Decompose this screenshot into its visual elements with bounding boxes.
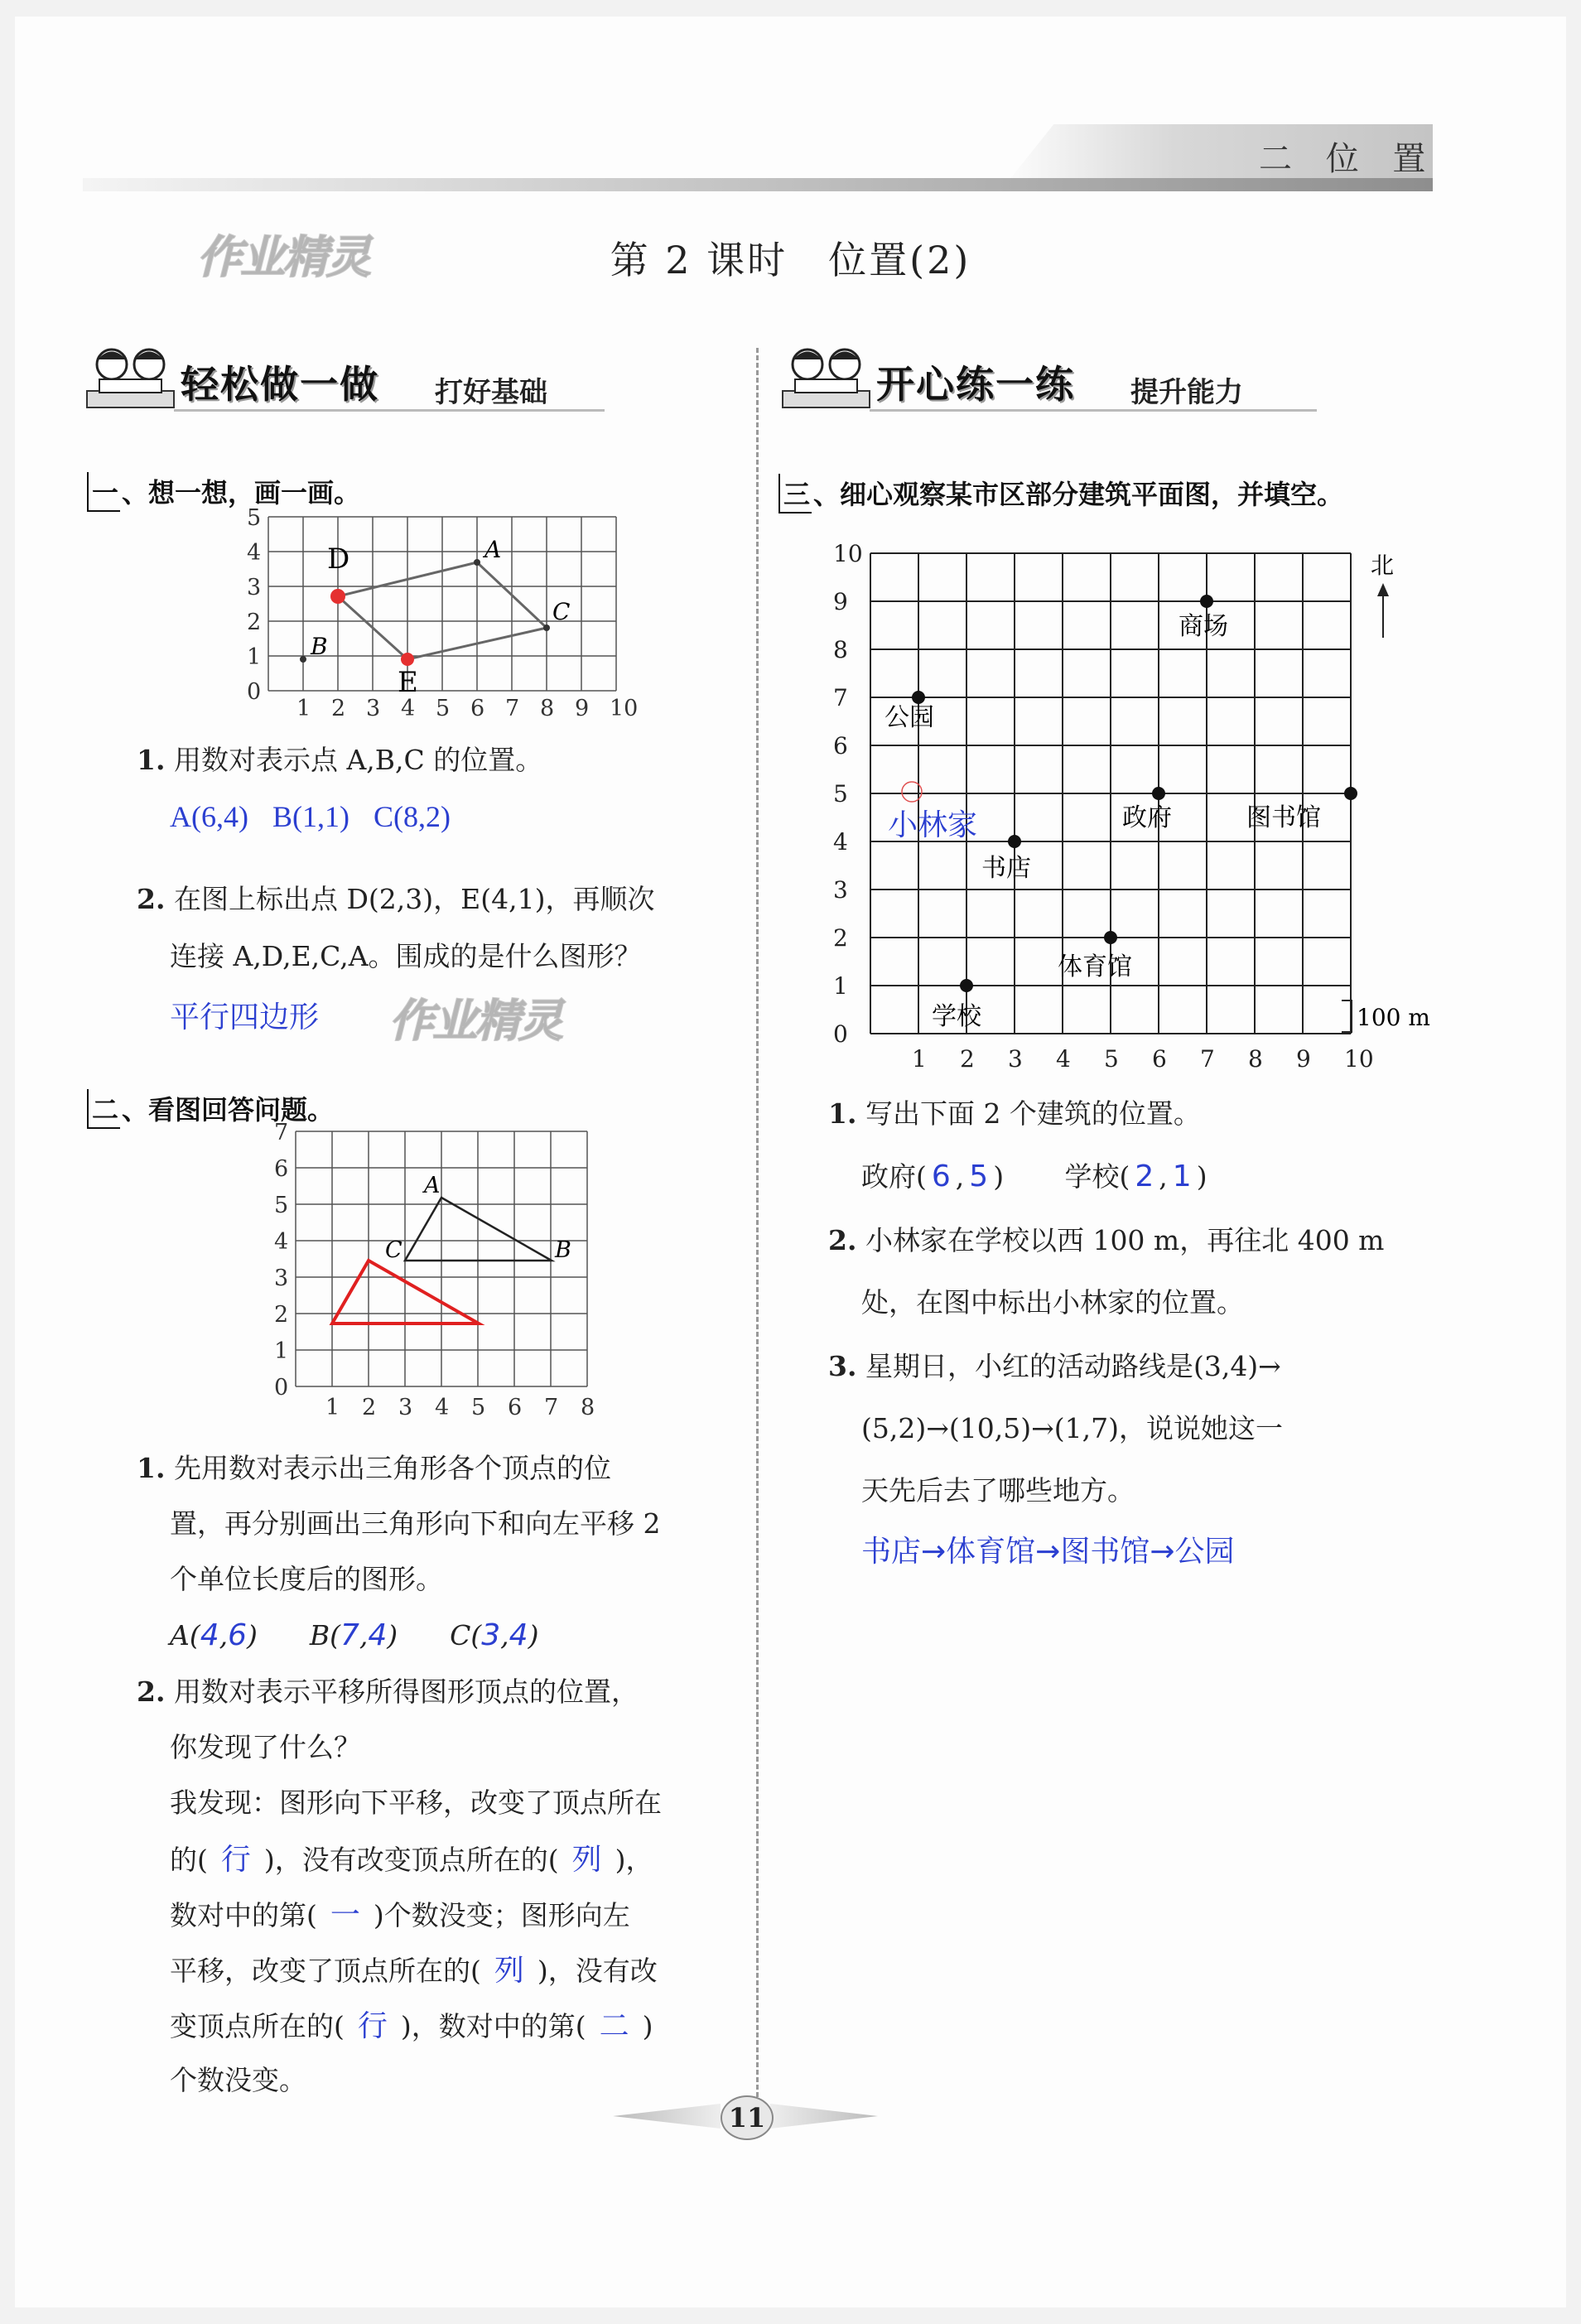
q3-ytick: 2: [833, 924, 848, 952]
q1-point-b: [300, 656, 306, 663]
q3-sub1-text: 写出下面 2 个建筑的位置。: [865, 1097, 1201, 1130]
q1-xtick: 1: [296, 696, 311, 721]
q1-xtick: 9: [575, 696, 590, 721]
q3-xtick: 7: [1200, 1045, 1215, 1073]
find-3a: 数对中的第(: [170, 1899, 317, 1931]
q2-find-3: [170, 1895, 630, 1936]
footer-wing-right: [770, 2104, 878, 2129]
home-label: 小林家: [888, 808, 978, 842]
chapter-label: 二 位 置: [1259, 140, 1438, 178]
q2-xtick: 7: [544, 1395, 559, 1420]
q2-sub1-line3: 个单位长度后的图形。: [170, 1563, 443, 1595]
q3-heading-text: 、细心观察某市区部分建筑平面图，并填空。: [813, 479, 1344, 510]
q2-sub1-num: 1.: [137, 1452, 166, 1484]
q1-xtick: 3: [366, 696, 381, 721]
coord-comma: ,: [359, 1619, 369, 1651]
fill-1: 行: [220, 1843, 251, 1877]
q2-sub2-line1: 用数对表示平移所得图形顶点的位置，: [173, 1675, 639, 1708]
q3-xtick: 6: [1152, 1045, 1167, 1073]
library-point: [1344, 787, 1357, 800]
q3-sub3-line3: 天先后去了哪些地方。: [861, 1474, 1135, 1507]
kids-reading-icon: [83, 340, 178, 419]
fill-3: 一: [330, 1898, 360, 1932]
coord-comma: ,: [219, 1619, 229, 1651]
q3-ytick: 6: [833, 732, 848, 759]
coord-close: ): [247, 1619, 258, 1651]
q2-find-4: [170, 1950, 658, 1992]
column-divider: [756, 348, 759, 2112]
q2-sub1: [137, 1449, 611, 1487]
q3-sub3-num: 3.: [828, 1350, 857, 1382]
q1-sub2-line2: 连接 A,D,E,C,A。围成的是什么图形？: [170, 940, 642, 972]
school-pos-label: 学校(: [1064, 1160, 1130, 1193]
q2-sub1-line1: 先用数对表示出三角形各个顶点的位: [173, 1452, 611, 1484]
page-title: 第 2 课时 位置(2): [610, 238, 971, 282]
q3-xtick: 1: [912, 1045, 927, 1073]
right-banner: [778, 340, 1325, 419]
watermark: 作业精灵: [197, 231, 369, 283]
q1-label-a: A: [484, 536, 502, 563]
q1-sub1-num: 1.: [137, 744, 166, 776]
find-5c: ): [642, 2010, 653, 2042]
q1-xtick: 10: [610, 696, 639, 721]
coord-c-label: C(: [450, 1619, 482, 1651]
coord-b2: 4: [368, 1618, 388, 1652]
q2-ticks: [274, 1120, 595, 1420]
header-rule: [83, 178, 1433, 191]
q2-ytick: 7: [274, 1120, 289, 1145]
banner-subtitle: 打好基础: [435, 376, 547, 409]
q3-sub3-line2: (5,2)→(10,5)→(1,7)，说说她这一: [861, 1412, 1283, 1444]
q2-xtick: 1: [325, 1395, 340, 1420]
q3-sub3: [828, 1348, 1281, 1386]
q1-sub1: [137, 741, 542, 779]
pos-comma: ,: [1159, 1160, 1168, 1193]
q2-sub2-num: 2.: [137, 1675, 166, 1708]
q3-ytick: 0: [833, 1020, 848, 1048]
q1-ytick: 0: [247, 679, 262, 705]
page-number: 11: [721, 2095, 774, 2140]
gov-label: 政府: [1122, 803, 1172, 832]
find-4b: )，没有改: [537, 1955, 658, 1987]
q2-xtick: 3: [398, 1395, 413, 1420]
q3-ytick: 4: [833, 828, 848, 856]
left-banner: [83, 340, 613, 419]
coord-a2: 6: [228, 1618, 248, 1652]
q2-find-1: 我发现：图形向下平移，改变了顶点所在: [170, 1786, 662, 1819]
bookstore-label: 书店: [981, 854, 1031, 883]
q1-heading: [87, 472, 360, 512]
school-pos-x: 2: [1135, 1160, 1154, 1193]
north-arrow-head-icon: [1377, 583, 1389, 596]
q3-number: 三: [778, 474, 812, 513]
q2-find-2: [170, 1839, 653, 1881]
q3-sub1-num: 1.: [828, 1097, 857, 1130]
q3-ytick: 8: [833, 636, 848, 663]
gov-pos-x: 6: [931, 1160, 951, 1193]
q1-point-a: [474, 559, 480, 566]
q2-xtick: 6: [508, 1395, 523, 1420]
q3-ytick: 5: [833, 780, 848, 808]
school-pos-y: 1: [1172, 1160, 1192, 1193]
pos-close: ): [1196, 1160, 1207, 1193]
q1-xtick: 8: [540, 696, 555, 721]
banner-title: 轻松做一做: [181, 362, 379, 407]
q1-sub2-num: 2.: [137, 883, 166, 915]
q2-heading: [87, 1089, 334, 1129]
coord-comma: ,: [500, 1619, 509, 1651]
banner-subtitle: 提升能力: [1130, 376, 1243, 409]
q3-xtick: 5: [1104, 1045, 1119, 1073]
fill-5: 行: [357, 2009, 388, 2043]
q3-ytick: 10: [833, 540, 863, 567]
gov-pos-label: 政府(: [861, 1160, 927, 1193]
footer-wing-left: [613, 2104, 721, 2129]
banner-title: 开心练一练: [876, 362, 1075, 407]
q1-label-b: B: [311, 633, 328, 660]
q1-sub2: [137, 880, 654, 919]
q1-ytick: 1: [247, 644, 262, 670]
coord-b-label: B(: [309, 1619, 340, 1651]
gym-label: 体育馆: [1058, 952, 1132, 981]
q1-xtick: 2: [331, 696, 346, 721]
gym-point: [1104, 931, 1117, 944]
q2-ytick: 6: [274, 1156, 289, 1182]
q2-sub1-line2: 置，再分别画出三角形向下和向左平移 2: [170, 1507, 661, 1540]
q3-xtick: 2: [960, 1045, 975, 1073]
q3-sub3-line1: 星期日，小红的活动路线是(3,4)→: [865, 1350, 1281, 1382]
q2-sub2-line2: 你发现了什么？: [170, 1731, 361, 1763]
q2-label-a: A: [424, 1173, 441, 1198]
q3-sub2-line2: 处，在图中标出小林家的位置。: [861, 1286, 1244, 1319]
q3-map-chart: [812, 530, 1449, 1077]
q1-number: 一: [87, 472, 120, 512]
gov-pos-y: 5: [969, 1160, 989, 1193]
find-2b: )，没有改变顶点所在的(: [263, 1844, 559, 1876]
q1-xtick: 7: [505, 696, 520, 721]
coord-a1: 4: [200, 1618, 219, 1652]
page-footer: [613, 2095, 878, 2137]
q2-ytick: 5: [274, 1193, 289, 1218]
q3-xtick: 10: [1344, 1045, 1374, 1073]
q2-grid-chart: [273, 1120, 605, 1433]
q1-xtick: 5: [436, 696, 451, 721]
q2-find-5: [170, 2006, 653, 2047]
q3-xtick: 9: [1296, 1045, 1311, 1073]
park-point: [912, 691, 925, 704]
coord-a-label: A(: [170, 1619, 200, 1651]
gov-point: [1152, 787, 1165, 800]
q2-label-b: B: [555, 1237, 571, 1263]
coord-c2: 4: [509, 1618, 528, 1652]
bookstore-point: [1008, 835, 1021, 848]
q3-sub2-line1: 小林家在学校以西 100 m，再往北 400 m: [865, 1224, 1385, 1256]
park-label: 公园: [884, 703, 934, 732]
q1-xtick: 6: [470, 696, 485, 721]
q3-sub2-num: 2.: [828, 1224, 857, 1256]
find-2c: )，: [615, 1844, 653, 1876]
q3-positions: [861, 1156, 1207, 1198]
q1-answer1: A(6,4) B(1,1) C(8,2): [170, 800, 451, 833]
q3-ytick: 7: [833, 684, 848, 711]
mall-label: 商场: [1179, 612, 1228, 641]
q2-ytick: 4: [274, 1229, 289, 1255]
q2-find-6: 个数没变。: [170, 2064, 306, 2096]
find-2a: 的(: [170, 1844, 208, 1876]
q3-xtick: 3: [1008, 1045, 1023, 1073]
q1-answer2: 平行四边形: [170, 1000, 320, 1034]
school-label: 学校: [932, 1002, 981, 1031]
coord-c1: 3: [481, 1618, 501, 1652]
q1-ytick: 3: [247, 575, 262, 600]
pos-close: ): [993, 1160, 1005, 1193]
q2-ytick: 1: [274, 1338, 289, 1364]
find-5b: )，数对中的第(: [400, 2010, 586, 2042]
q1-point-d: [330, 589, 345, 604]
coord-b1: 7: [340, 1618, 359, 1652]
q3-ytick: 9: [833, 588, 848, 615]
q1-grid-chart: [244, 505, 650, 721]
banner-line: [870, 409, 1317, 412]
q1-ytick: 4: [247, 540, 262, 566]
pos-comma: ,: [955, 1160, 965, 1193]
banner-line: [174, 409, 605, 412]
q2-xtick: 2: [362, 1395, 377, 1420]
q1-label-d: D: [327, 542, 350, 576]
q3-answer3: 书店→体育馆→图书馆→公园: [861, 1535, 1235, 1569]
q1-sub1-text: 用数对表示点 A,B,C 的位置。: [173, 744, 543, 776]
q1-ytick: 2: [247, 610, 262, 635]
q2-heading-text: 、看图回答问题。: [122, 1094, 335, 1126]
north-label: 北: [1371, 552, 1395, 579]
q2-xtick: 4: [435, 1395, 450, 1420]
q1-point-c: [543, 624, 550, 631]
kids-reading-icon: [778, 340, 874, 419]
q3-sub1: [828, 1095, 1201, 1133]
q1-heading-text: 、想一想，画一画。: [122, 477, 361, 509]
watermark-2: 作业精灵: [389, 995, 562, 1047]
q2-sub2: [137, 1673, 639, 1711]
mall-point: [1200, 595, 1213, 608]
q1-point-e: [401, 653, 414, 666]
library-label: 图书馆: [1246, 803, 1321, 832]
find-5a: 变顶点所在的(: [170, 2010, 345, 2042]
q1-label-c: C: [552, 598, 571, 625]
find-3b: )个数没变；图形向左: [373, 1899, 630, 1931]
q3-heading: [778, 474, 1343, 513]
school-point: [960, 979, 973, 992]
q2-ytick: 2: [274, 1302, 289, 1328]
scale-label: 100 m: [1357, 1004, 1430, 1031]
q1-sub2-line1: 在图上标出点 D(2,3)，E(4,1)，再顺次: [173, 883, 655, 915]
q3-sub2: [828, 1222, 1384, 1260]
q3-ytick: 3: [833, 876, 848, 904]
q2-grid-lines: [296, 1131, 587, 1386]
fill-4: 列: [494, 1954, 524, 1988]
coord-close: ): [528, 1619, 539, 1651]
q2-xtick: 8: [581, 1395, 595, 1420]
q1-ytick: 5: [247, 505, 262, 531]
q3-xtick: 4: [1056, 1045, 1071, 1073]
q2-label-c: C: [385, 1237, 402, 1263]
q3-xtick: 8: [1248, 1045, 1263, 1073]
q1-xtick: 4: [401, 696, 416, 721]
fill-2: 列: [571, 1843, 602, 1877]
q3-ytick: 1: [833, 972, 848, 1000]
q2-number: 二: [87, 1089, 120, 1129]
q1-label-e: E: [398, 666, 418, 699]
coord-close: ): [387, 1619, 398, 1651]
fill-6: 二: [599, 2009, 629, 2043]
find-4a: 平移，改变了顶点所在的(: [170, 1955, 481, 1987]
q2-ytick: 3: [274, 1266, 289, 1291]
q2-ytick: 0: [274, 1375, 289, 1401]
q2-coords: [170, 1615, 538, 1656]
q2-xtick: 5: [471, 1395, 486, 1420]
